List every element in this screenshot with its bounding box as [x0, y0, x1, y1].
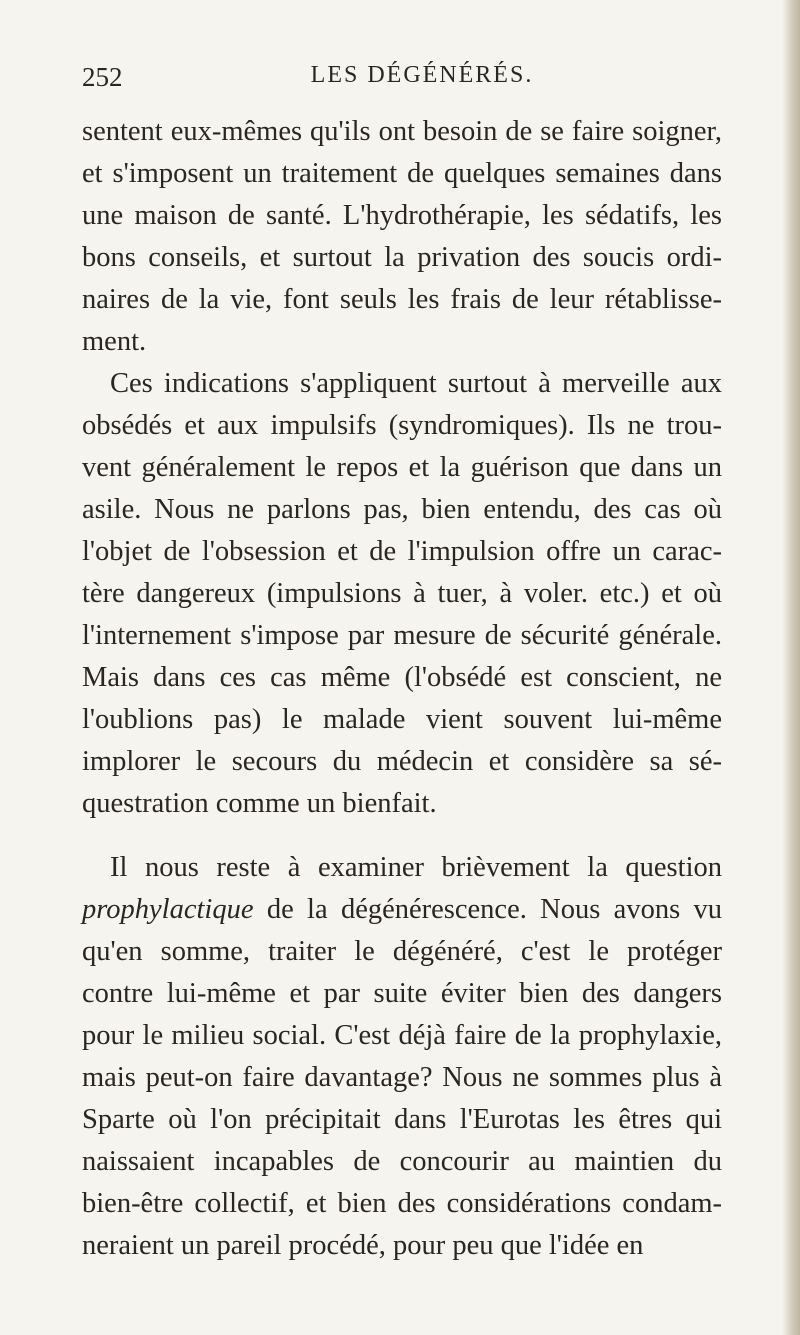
text-line: vent généralement le repos et la guérison que dans un [82, 452, 722, 483]
text-line: bons conseils, et surtout la privation des soucis ordi- [82, 242, 722, 273]
text-line: sentent eux-mêmes qu'ils ont besoin de se faire soigner, [82, 116, 722, 147]
page-header [82, 62, 722, 98]
text-line: pour le milieu social. C'est déjà faire de la prophylaxie, [82, 1020, 722, 1051]
page-number: 252 [82, 62, 123, 92]
text-line: tère dangereux (impulsions à tuer, à voler. etc.) et où [82, 578, 722, 609]
running-title: LES DÉGÉNÉRÉS. [310, 62, 534, 88]
text-line: Il nous reste à examiner brièvement la question [110, 852, 722, 883]
text-line: Ces indications s'appliquent surtout à merveille aux [110, 368, 722, 399]
text-line: mais peut-on faire davantage? Nous ne sommes plus à [82, 1062, 722, 1093]
text-line: Sparte où l'on précipitait dans l'Eurotas les êtres qui [82, 1104, 722, 1135]
text-line: qu'en somme, traiter le dégénéré, c'est le protéger [82, 936, 722, 967]
page-edge-shadow [782, 0, 800, 1335]
text-line: l'internement s'impose par mesure de sécurité générale. [82, 620, 722, 651]
text-line [82, 890, 722, 930]
italic-term: prophylactique [82, 894, 254, 925]
text-line: naissaient incapables de concourir au maintien du [82, 1146, 722, 1177]
text-line: ment. [82, 326, 147, 357]
text-line: l'oublions pas) le malade vient souvent lui-même [82, 704, 722, 735]
text-line: Mais dans ces cas même (l'obsédé est conscient, ne [82, 662, 722, 693]
text-line: contre lui-même et par suite éviter bien des dangers [82, 978, 722, 1009]
text-line: naires de la vie, font seuls les frais de leur rétablisse- [82, 284, 722, 315]
text-line: implorer le secours du médecin et considère sa sé- [82, 746, 722, 777]
text-line: asile. Nous ne parlons pas, bien entendu, des cas où [82, 494, 722, 525]
text-line: une maison de santé. L'hydrothérapie, les sédatifs, les [82, 200, 722, 231]
text-line: neraient un pareil procédé, pour peu que l'idée en [82, 1230, 644, 1261]
text-line: obsédés et aux impulsifs (syndromiques). Ils ne trou- [82, 410, 722, 441]
text-line: questration comme un bienfait. [82, 788, 437, 819]
text-span: de la dégénérescence. Nous avons vu [253, 894, 722, 925]
text-line: l'objet de l'obsession et de l'impulsion offre un carac- [82, 536, 722, 567]
text-line: et s'imposent un traitement de quelques semaines dans [82, 158, 722, 189]
text-line: bien-être collectif, et bien des considérations condam- [82, 1188, 722, 1219]
